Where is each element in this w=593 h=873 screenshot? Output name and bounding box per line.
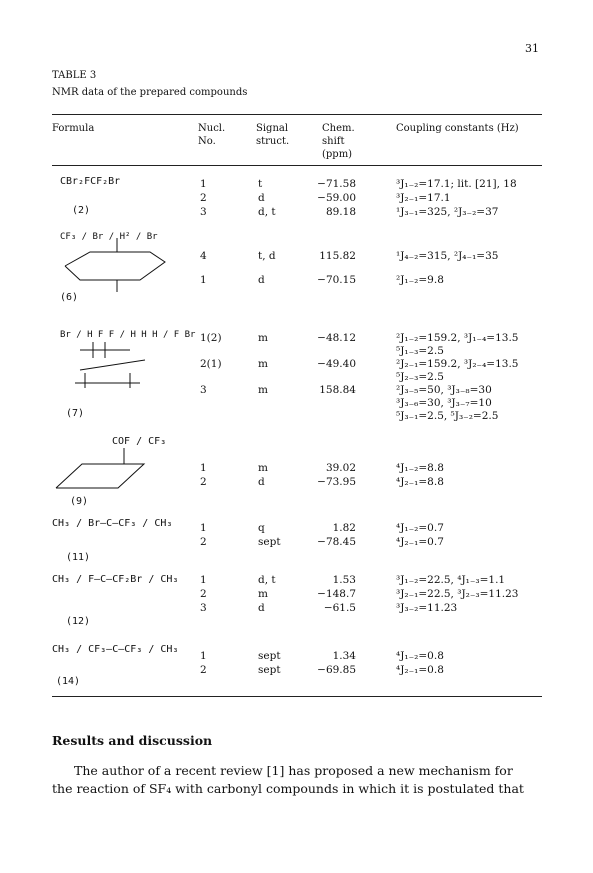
- nucl: 1: [200, 274, 207, 286]
- nucl: 1: [200, 522, 207, 534]
- coupling: ⁴J₂₋₁=0.7: [396, 536, 444, 548]
- chem-shift: −78.45: [317, 536, 356, 548]
- signal: t, d: [258, 250, 276, 262]
- chem-shift: −69.85: [317, 664, 356, 676]
- chem-shift: −73.95: [317, 476, 356, 488]
- coupling: ³J₂₋₁=17.1: [396, 192, 451, 204]
- signal: d: [258, 476, 265, 488]
- signal: sept: [258, 536, 281, 548]
- compound-label-7: (7): [66, 408, 85, 419]
- chem-shift: −48.12: [317, 332, 356, 344]
- compound-label-14: (14): [56, 676, 81, 687]
- chem-shift: −61.5: [323, 602, 356, 614]
- signal: d, t: [258, 206, 276, 218]
- table-caption: NMR data of the prepared compounds: [52, 87, 248, 98]
- header-shift: Chem. shift (ppm): [322, 123, 355, 160]
- signal: m: [258, 384, 268, 396]
- signal: d: [258, 274, 265, 286]
- chem-shift: −49.40: [317, 358, 356, 370]
- page-number: 31: [525, 42, 539, 55]
- coupling: ³J₁₋₂=17.1; lit. [21], 18: [396, 178, 517, 190]
- chem-shift: 39.02: [325, 462, 356, 474]
- coupling: ⁴J₁₋₂=8.8: [396, 462, 444, 474]
- nucl: 2(1): [200, 358, 222, 370]
- structure-compound-2: CBr₂FCF₂Br: [60, 176, 121, 187]
- chem-shift: 115.82: [319, 250, 356, 262]
- compound-label-6: (6): [60, 292, 79, 303]
- nucl: 2: [200, 664, 207, 676]
- structure-text-compound-12: CH₃ / F—C—CF₂Br / CH₃: [52, 574, 179, 585]
- nucl: 1: [200, 650, 207, 662]
- nucl: 2: [200, 536, 207, 548]
- section-heading: Results and discussion: [52, 733, 213, 748]
- coupling: ²J₂₋₁=159.2, ³J₂₋₄=13.5 ⁵J₂₋₃=2.5: [396, 358, 519, 383]
- coupling: ²J₁₋₂=159.2, ³J₁₋₄=13.5 ⁵J₁₋₃=2.5: [396, 332, 519, 357]
- nucl: 3: [200, 602, 207, 614]
- chem-shift: 1.82: [332, 522, 356, 534]
- nucl: 2: [200, 476, 207, 488]
- structure-text-compound-6: CF₃ / Br / H² / Br: [60, 232, 158, 242]
- table-label: TABLE 3: [52, 70, 97, 81]
- signal: m: [258, 588, 268, 600]
- signal: m: [258, 332, 268, 344]
- structure-text-compound-9: COF / CF₃: [112, 436, 167, 447]
- header-coupling: Coupling constants (Hz): [396, 123, 519, 134]
- coupling: ²J₃₋₅=50, ³J₃₋₈=30 ³J₃₋₆=30, ³J₃₋₇=10 ⁵J₃₋₁=2.5, ⁵J₃₋₂=2.5: [396, 384, 499, 422]
- structure-compound-9: [52, 440, 162, 495]
- compound-label-12: (12): [66, 616, 91, 627]
- signal: m: [258, 358, 268, 370]
- coupling: ⁴J₁₋₂=0.7: [396, 522, 444, 534]
- coupling: ¹J₃₋₁=325, ²J₃₋₂=37: [396, 206, 499, 218]
- coupling: ⁴J₂₋₁=8.8: [396, 476, 444, 488]
- signal: sept: [258, 650, 281, 662]
- body-paragraph: The author of a recent review [1] has proposed a new mechanism for the reaction of SF₄ with carbonyl compounds in which it is postulated that: [52, 763, 524, 796]
- compound-label-2: (2): [72, 205, 91, 216]
- chem-shift: −70.15: [317, 274, 356, 286]
- signal: d: [258, 602, 265, 614]
- chem-shift: 1.53: [332, 574, 356, 586]
- signal: d: [258, 192, 265, 204]
- nucl: 3: [200, 206, 207, 218]
- chem-shift: −148.7: [317, 588, 356, 600]
- coupling: ⁴J₁₋₂=0.8: [396, 650, 444, 662]
- table-bottom-rule: [52, 696, 542, 697]
- table-header-rule: [52, 165, 542, 166]
- nucl: 3: [200, 384, 207, 396]
- signal: q: [258, 522, 265, 534]
- structure-text-compound-11: CH₃ / Br—C—CF₃ / CH₃: [52, 518, 173, 529]
- coupling: ⁴J₂₋₁=0.8: [396, 664, 444, 676]
- header-signal: Signal struct.: [256, 123, 290, 147]
- signal: d, t: [258, 574, 276, 586]
- table-top-rule: [52, 114, 542, 115]
- chem-shift: 89.18: [325, 206, 356, 218]
- chem-shift: 1.34: [332, 650, 356, 662]
- nucl: 1: [200, 574, 207, 586]
- header-formula: Formula: [52, 123, 95, 134]
- nucl: 1: [200, 462, 207, 474]
- nucl: 2: [200, 192, 207, 204]
- signal: t: [258, 178, 263, 190]
- chem-shift: −59.00: [317, 192, 356, 204]
- chem-shift: −71.58: [317, 178, 356, 190]
- nucl: 4: [200, 250, 207, 262]
- header-nucl: Nucl. No.: [198, 123, 226, 147]
- nucl: 2: [200, 588, 207, 600]
- nucl: 1: [200, 178, 207, 190]
- coupling: ³J₃₋₂=11.23: [396, 602, 458, 614]
- compound-label-9: (9): [70, 496, 89, 507]
- coupling: ³J₁₋₂=22.5, ⁴J₁₋₃=1.1: [396, 574, 506, 586]
- signal: sept: [258, 664, 281, 676]
- structure-text-compound-14: CH₃ / CF₃—C—CF₃ / CH₃: [52, 644, 179, 655]
- coupling: ³J₂₋₁=22.5, ³J₂₋₃=11.23: [396, 588, 519, 600]
- compound-label-11: (11): [66, 552, 91, 563]
- coupling: ¹J₄₋₂=315, ²J₄₋₁=35: [396, 250, 499, 262]
- coupling: ²J₁₋₂=9.8: [396, 274, 444, 286]
- chem-shift: 158.84: [319, 384, 356, 396]
- structure-text-compound-7: Br / H F F / H H H / F Br: [60, 330, 196, 340]
- signal: m: [258, 462, 268, 474]
- nucl: 1(2): [200, 332, 222, 344]
